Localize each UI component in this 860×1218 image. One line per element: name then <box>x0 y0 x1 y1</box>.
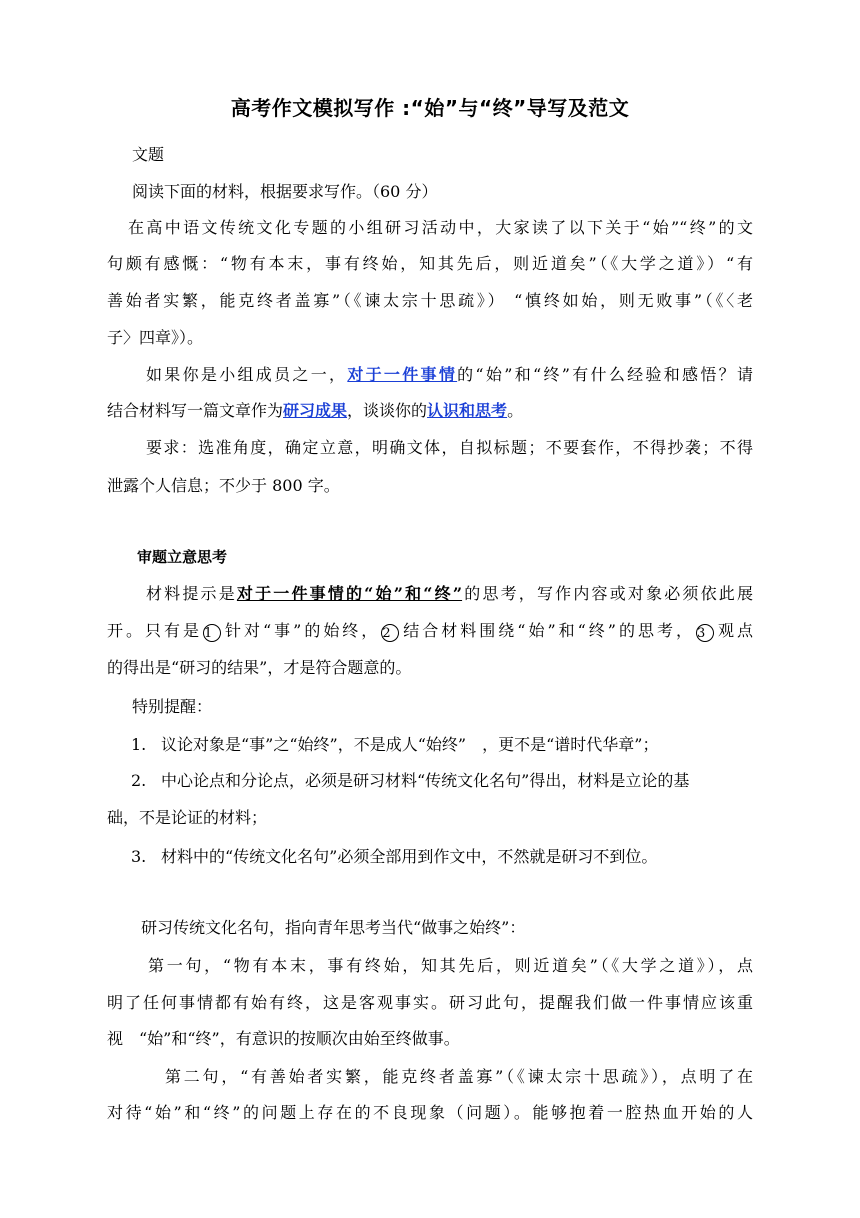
requirement-line-1: 要求：选准角度，确定立意，明确文体，自拟标题；不要套作，不得抄袭；不得 <box>146 438 753 457</box>
analysis-text: 材料提示是 <box>146 584 237 603</box>
circled-number: 3 <box>696 624 714 642</box>
analysis-line-2 <box>107 620 753 642</box>
material-line-3: 善始者实繁，能克终者盖寡”（《谏太宗十思疏》） “慎终如始，则无败事”（《〈老 <box>107 291 753 310</box>
circled-number: 2 <box>381 624 399 642</box>
list-number: 1. <box>131 735 147 754</box>
list-number: 3. <box>131 847 147 866</box>
section-label: 文题 <box>132 145 165 164</box>
prompt-link-event[interactable]: 对于一件事情 <box>347 365 458 384</box>
analysis-text: 的思考，写作内容或对象必须依此展 <box>462 584 753 603</box>
prompt-text: 如果你是小组成员之一， <box>146 365 348 384</box>
material-line-1: 在高中语文传统文化专题的小组研习活动中，大家读了以下关于“始”“终”的文 <box>128 218 753 237</box>
prompt-text: ，谈谈你的 <box>347 401 428 420</box>
analysis-underlined: 对于一件事情的“始”和“终” <box>236 584 463 603</box>
prompt-line-2 <box>107 400 523 422</box>
instruction-text: 阅读下面的材料，根据要求写作。（60 分） <box>132 182 438 201</box>
material-line-2: 句颇有感慨：“物有本末，事有终始，知其先后，则近道矣”（《大学之道》）“有 <box>107 254 753 273</box>
analysis-text: 结合材料围绕“始”和“终”的思考， <box>400 621 695 640</box>
reminder-item-2 <box>131 770 753 792</box>
prompt-link-thinking[interactable]: 认识和思考 <box>427 401 508 420</box>
prompt-text: 的“始”和“终”有什么经验和感悟？请 <box>457 365 753 384</box>
study-intro: 研习传统文化名句，指向青年思考当代“做事之始终”： <box>141 918 526 937</box>
analysis-text: 观点 <box>714 621 753 640</box>
analysis-text: 针对“事”的始终， <box>221 621 381 640</box>
reminder-text: 中心论点和分论点，必须是研习材料“传统文化名句”得出，材料是立论的基 <box>161 771 690 790</box>
prompt-link-result[interactable]: 研习成果 <box>283 401 348 420</box>
reminder-item-1 <box>131 734 658 756</box>
analysis-heading: 审题立意思考 <box>137 548 228 566</box>
prompt-line-1 <box>146 364 753 386</box>
reminder-text: 材料中的“传统文化名句”必须全部用到作文中，不然就是研习不到位。 <box>161 847 658 866</box>
prompt-text: 。 <box>507 401 524 420</box>
study-s1-line-2: 明了任何事情都有始有终，这是客观事实。研习此句，提醒我们做一件事情应该重 <box>107 993 753 1012</box>
reminder-text: 议论对象是“事”之“始终”，不是成人“始终” ，更不是“谱时代华章”； <box>161 735 659 754</box>
list-number: 2. <box>131 771 147 790</box>
prompt-text: 结合材料写一篇文章作为 <box>107 401 284 420</box>
study-s1-line-3: 视 “始”和“终”，有意识的按顺次由始至终做事。 <box>107 1029 460 1048</box>
reminder-item-2-cont: 础，不是论证的材料； <box>107 808 268 827</box>
material-line-4: 子〉四章》）。 <box>107 328 204 347</box>
analysis-line-1 <box>146 583 753 605</box>
reminder-item-3 <box>131 846 657 868</box>
reminder-label: 特别提醒： <box>132 697 213 716</box>
analysis-text: 开。只有是 <box>107 621 202 640</box>
requirement-line-2: 泄露个人信息；不少于 800 字。 <box>107 476 340 495</box>
circled-number: 1 <box>203 624 221 642</box>
page-title: 高考作文模拟写作 :“始”与“终”导写及范文 <box>230 96 630 120</box>
analysis-line-3: 的得出是“研习的结果”，才是符合题意的。 <box>107 658 412 677</box>
study-s2-line-2: 对待“始”和“终”的问题上存在的不良现象（问题）。能够抱着一腔热血开始的人 <box>107 1103 753 1122</box>
study-s2-line-1: 第二句，“有善始者实繁，能克终者盖寡”（《谏太宗十思疏》），点明了在 <box>165 1067 753 1086</box>
study-s1-line-1: 第一句，“物有本末，事有终始，知其先后，则近道矣”（《大学之道》），点 <box>148 956 753 975</box>
